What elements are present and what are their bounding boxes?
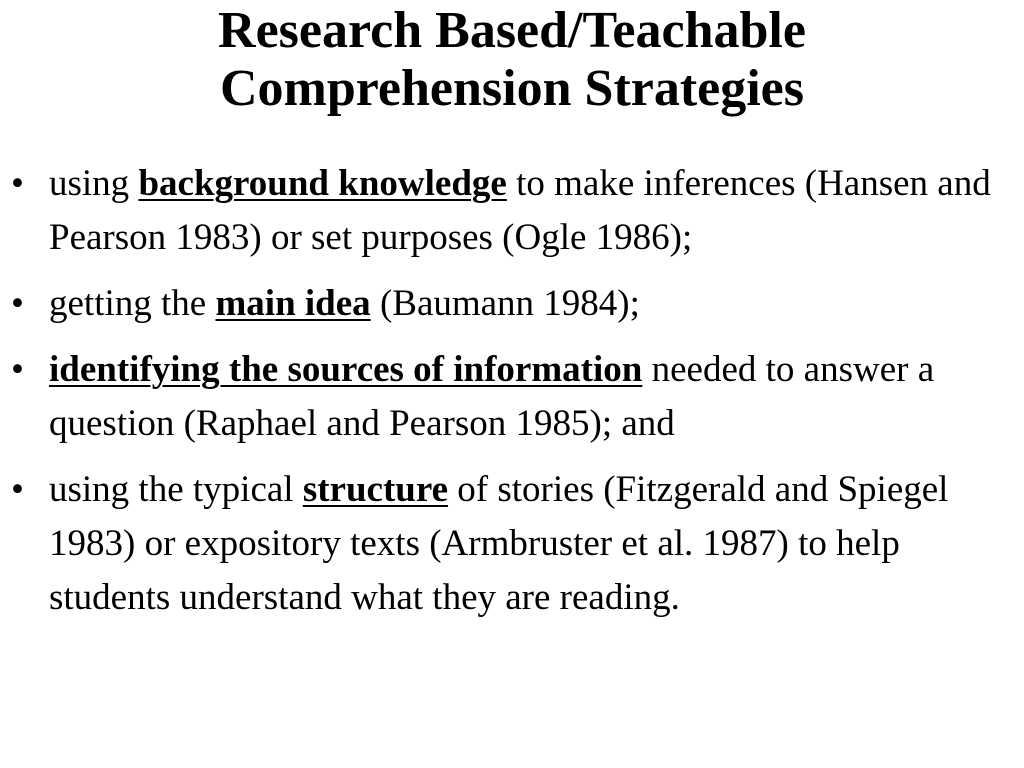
bullet-keyword: background knowledge (138, 163, 507, 204)
bullet-text-before: getting the (49, 283, 216, 324)
bullet-keyword: identifying the sources of information (49, 349, 643, 390)
bullet-keyword: structure (302, 469, 449, 510)
bullet-dot-icon: • (11, 283, 24, 324)
bullet-dot-icon: • (11, 163, 24, 204)
title-line-2: Comprehension Strategies (219, 60, 804, 117)
bullet-keyword: main idea (215, 283, 371, 324)
bullet-item-sources-of-information (0, 343, 1024, 451)
bullet-text-before: using the typical (49, 469, 303, 510)
bullet-item-main-idea (0, 277, 1024, 331)
bullet-list (0, 157, 1024, 637)
bullet-dot-icon: • (11, 349, 24, 390)
bullet-item-structure (0, 463, 1024, 625)
bullet-text-before: using (49, 163, 139, 204)
bullet-item-background-knowledge (0, 157, 1024, 265)
slide-title (0, 2, 1024, 118)
bullet-text-after: needed to answer a question (Raphael and Pearson 1985); and (49, 349, 935, 444)
bullet-text-after: (Baumann 1984); (370, 283, 640, 324)
bullet-text-after: of stories (Fitzgerald and Spiegel 1983) or expository texts (Armbruster et al. 1987) to help students understand what they are reading. (49, 469, 949, 618)
bullet-text-after: to make inferences (Hansen and Pearson 1983) or set purposes (Ogle 1986); (49, 163, 991, 258)
title-line-1: Research Based/Teachable (218, 2, 806, 59)
bullet-dot-icon: • (11, 469, 24, 510)
